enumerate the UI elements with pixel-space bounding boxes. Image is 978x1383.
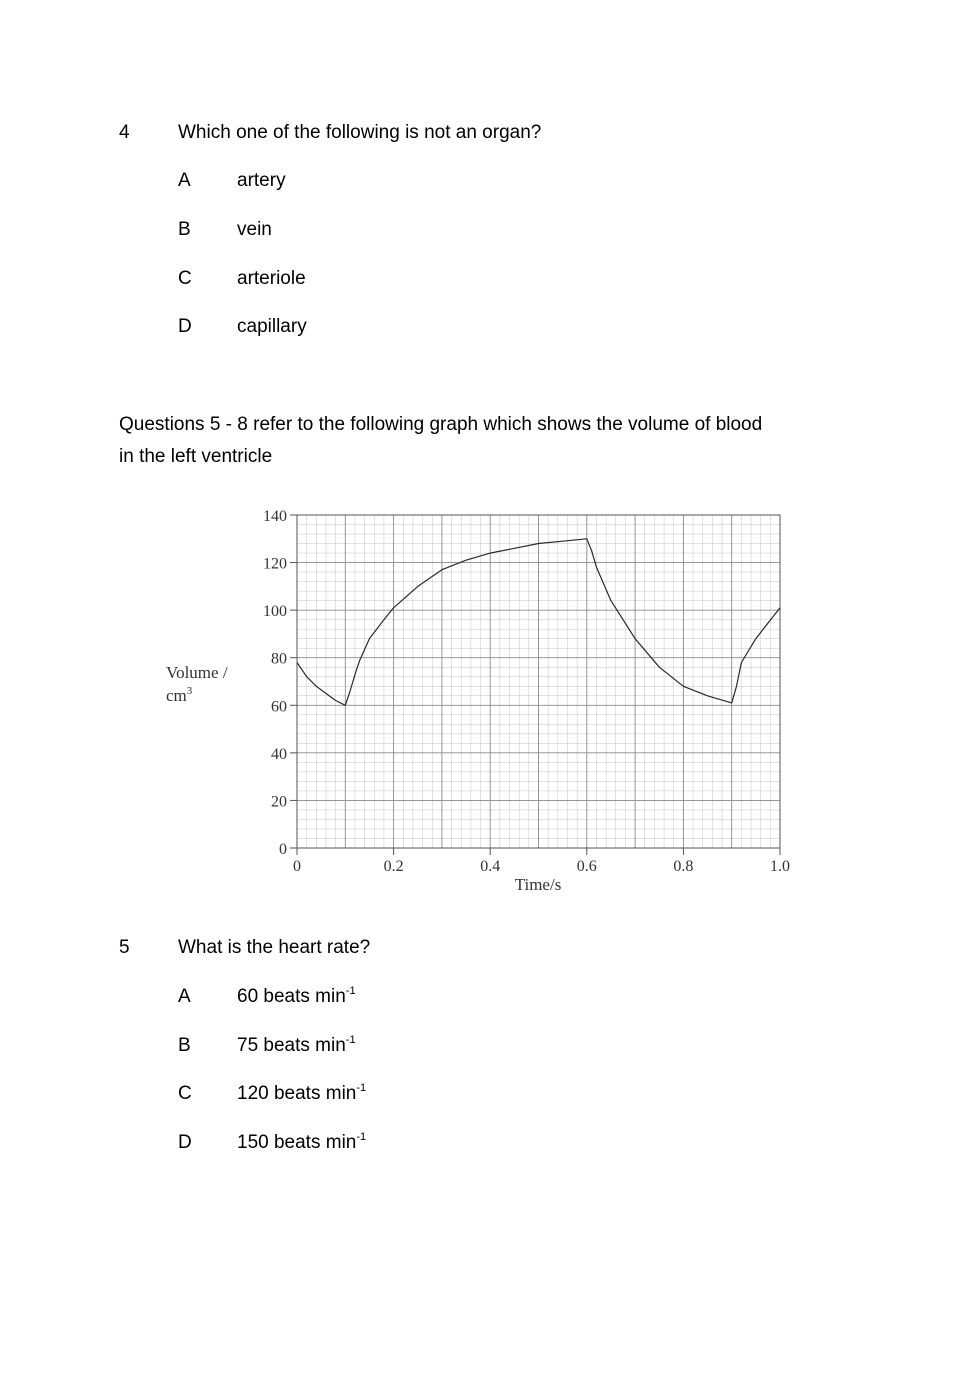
y-tick-label: 60: [271, 698, 287, 716]
q5-option-a-value: 60 beats min: [237, 986, 346, 1007]
q4-option-d-text: capillary: [237, 316, 307, 337]
y-axis-label-line-2: [166, 685, 193, 705]
q5-option-c-sup: -1: [356, 1082, 367, 1094]
q5-option-c-letter: C: [178, 1083, 192, 1104]
q5-option-b-letter: B: [178, 1035, 191, 1056]
question-4-text: Which one of the following is not an organ?: [178, 122, 542, 143]
x-tick-label: 0: [293, 858, 301, 875]
q5-option-d-letter: D: [178, 1132, 192, 1153]
question-5-text: What is the heart rate?: [178, 937, 371, 958]
chart-ticks: [263, 508, 790, 875]
y-tick-label: 40: [271, 745, 287, 763]
q5-option-c-value: 120 beats min: [237, 1083, 357, 1104]
y-tick-label: 120: [263, 555, 287, 573]
q5-option-c-text: [237, 1083, 366, 1105]
q4-option-a-text: artery: [237, 170, 286, 191]
y-tick-label: 0: [279, 841, 287, 858]
y-tick-label: 80: [271, 650, 287, 668]
questions-intro-line-2: in the left ventricle: [119, 446, 273, 467]
y-axis-label-line-1: Volume /: [166, 663, 228, 682]
x-tick-label: 0.2: [383, 858, 404, 875]
q5-option-d-sup: -1: [356, 1131, 367, 1143]
q4-option-b-letter: B: [178, 219, 191, 240]
q5-option-d-text: [237, 1132, 366, 1154]
ventricle-volume-chart: [140, 490, 840, 910]
y-tick-label: 140: [263, 508, 287, 525]
q5-option-b-text: [237, 1035, 356, 1057]
q4-option-d-letter: D: [178, 316, 192, 337]
q4-option-a-letter: A: [178, 170, 191, 191]
y-tick-label: 20: [271, 793, 287, 811]
questions-intro-line-1: Questions 5 - 8 refer to the following graph which shows the volume of blood: [119, 414, 763, 435]
q5-option-a-text: [237, 986, 356, 1008]
x-tick-label: 0.4: [480, 858, 501, 875]
question-5-number: 5: [119, 937, 130, 958]
chart-major-grid: [297, 515, 780, 848]
y-axis-unit: cm: [166, 686, 187, 705]
q5-option-a-letter: A: [178, 986, 191, 1007]
questions-intro: [119, 409, 859, 473]
x-tick-label: 0.8: [673, 858, 694, 875]
question-4-number: 4: [119, 122, 130, 143]
q5-option-b-value: 75 beats min: [237, 1035, 346, 1056]
q4-option-c-letter: C: [178, 268, 192, 289]
x-tick-label: 1.0: [770, 858, 790, 875]
y-axis-unit-superscript: 3: [186, 685, 193, 697]
q5-option-b-sup: -1: [345, 1034, 356, 1046]
x-tick-label: 0.6: [576, 858, 597, 875]
q4-option-b-text: vein: [237, 219, 272, 240]
q5-option-d-value: 150 beats min: [237, 1132, 357, 1153]
q5-option-a-sup: -1: [345, 985, 356, 997]
q4-option-c-text: arteriole: [237, 268, 306, 289]
y-tick-label: 100: [263, 603, 287, 621]
x-axis-label: Time/s: [514, 875, 562, 894]
